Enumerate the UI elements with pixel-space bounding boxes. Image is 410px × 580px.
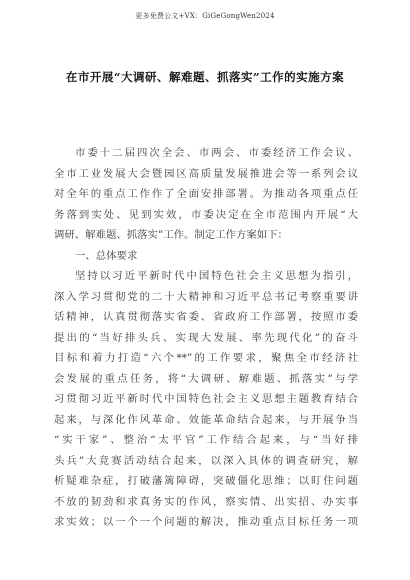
body-line: 话精神，认真贯彻落实省委、省政府工作部署，按照市委 xyxy=(54,311,358,323)
body-line: 会发展的重点任务，将“大调研、解难题、抓落实”与学 xyxy=(54,372,358,385)
body-line: 坚持以习近平新时代中国特色社会主义思想为指引， xyxy=(75,270,358,282)
body-line: 目标和着力打造“六个**”的工作要求，聚焦全市经济社 xyxy=(54,352,358,364)
section-heading: 一、总体要求 xyxy=(75,249,138,262)
body-line: 不放的韧劲和求真务实的作风，察实情、出实招、办实事 xyxy=(54,495,358,508)
body-line: 头兵”大竞赛活动结合起来，以深入具体的调查研究，解 xyxy=(54,454,358,467)
body-line: 全市工业发展大会暨园区高质量发展推进会等一系列会议 xyxy=(54,167,358,180)
header-note: 更多免费公文+VX：GiGeGongWen2024 xyxy=(135,12,275,20)
body-line: 习贯彻习近平新时代中国特色社会主义思想主题教育结合 xyxy=(54,393,358,405)
body-line: 调研、解难题、抓落实”工作。制定工作方案如下： xyxy=(54,229,288,241)
body-line: 提出的“当好排头兵、实现大发展、率先现代化”的奋斗 xyxy=(54,331,358,344)
body-line: 对全年的重点工作作了全面安排部署。为推动各项重点任 xyxy=(54,188,358,200)
body-line: 务落到实处、见到实效，市委决定在全市范围内开展“大 xyxy=(54,208,358,221)
body-line: 求实效；以一个一个问题的解决，推动重点目标任务一项 xyxy=(54,516,358,528)
body-line: “实干家”、整治“太平官”工作结合起来，与“当好排 xyxy=(54,434,358,446)
body-text xyxy=(54,143,358,533)
body-line: 析疑难杂症，打破藩篱障碍，突破僵化思维；以盯住问题 xyxy=(54,475,358,487)
body-line: 起来，与深化作风革命、效能革命结合起来，与开展争当 xyxy=(54,413,358,426)
body-line: 市委十二届四次全会、市两会、市委经济工作会议、 xyxy=(75,147,358,159)
document-title: 在市开展“大调研、解难题、抓落实”工作的实施方案 xyxy=(65,70,345,84)
body-line: 深入学习贯彻党的二十大精神和习近平总书记考察重要讲 xyxy=(54,290,358,303)
